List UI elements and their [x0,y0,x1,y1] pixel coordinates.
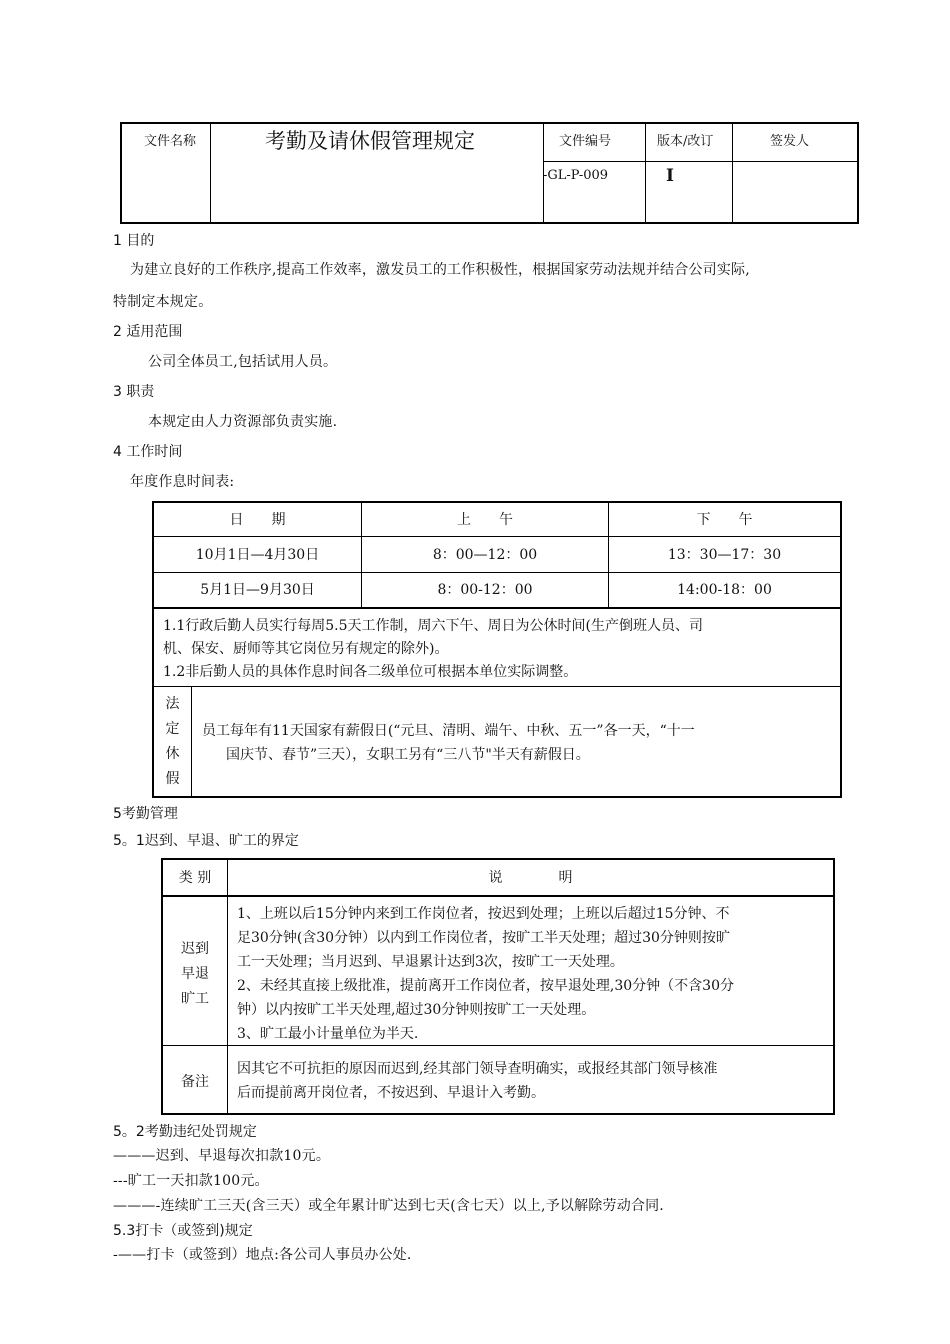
section-5-title: 5考勤管理 [113,806,178,822]
header-divider [210,124,211,222]
header-divider [732,124,733,222]
schedule-header-morning: 上 午 [457,512,513,528]
holiday-label-char: 假 [165,771,180,787]
table-rule [163,895,833,897]
holiday-label-char: 定 [165,721,180,737]
description-line: 钟）以内按旷工半天处理,超过30分钟则按旷工一天处理。 [237,1002,596,1018]
attendance-header-category: 类 别 [178,870,212,886]
penalty-line-3: ———-连续旷工三天(含三天）或全年累计旷达到七天(含七天）以上,予以解除劳动合同. [113,1198,664,1214]
section-3-title: 3 职责 [113,384,155,400]
schedule-row-1-afternoon: 13：30—17：30 [667,547,782,563]
section-4-intro: 年度作息时间表: [130,474,235,490]
table-rule [154,536,840,537]
description-line: 1、上班以后15分钟内来到工作岗位者，按迟到处理；上班以后超过15分钟、不 [237,906,730,922]
document-header-table [120,122,859,224]
category-remark: 备注 [181,1074,209,1090]
work-schedule-table [152,501,842,798]
schedule-header-afternoon: 下 午 [696,512,753,528]
description-line: 工一天处理；当月迟到、早退累计达到3次，按旷工一天处理。 [237,954,624,970]
document-title: 考勤及请休假管理规定 [265,129,475,153]
section-1-text-line-2: 特制定本规定。 [113,294,213,310]
section-5-3-title: 5.3打卡（或签到)规定 [113,1223,253,1239]
header-divider [543,161,857,162]
category-absent: 旷工 [181,991,209,1007]
holiday-label-char: 法 [165,696,180,712]
holiday-label-char: 休 [165,746,180,762]
attendance-header-description: 说 明 [488,870,573,886]
category-leave-early: 早退 [181,966,209,982]
category-late: 迟到 [181,941,209,957]
description-line: 足30分钟(含30分钟）以内到工作岗位者，按旷工半天处理；超过30分钟则按旷 [237,930,730,946]
description-line: 2、未经其直接上级批准，提前离开工作岗位者，按早退处理,30分钟（不含30分 [237,978,734,994]
section-4-title: 4 工作时间 [113,444,183,460]
schedule-note-1-line-2: 机、保安、厨师等其它岗位另有规定的除外)。 [163,641,449,657]
penalty-line-1: ———迟到、早退每次扣款10元。 [113,1148,331,1164]
file-number-value: -GL-P-009 [543,168,609,183]
attendance-definition-table [161,858,835,1115]
holiday-text-line-1: 员工每年有11天国家有薪假日(“元旦、清明、端午、中秋、五一”各一天，“十一 [202,723,695,739]
schedule-note-1-line-1: 1.1行政后勤人员实行每周5.5天工作制，周六下午、周日为公休时间(生产倒班人员、司 [163,618,703,634]
clock-in-line-1: -——打卡（或签到）地点:各公司人事员办公处. [113,1247,412,1263]
section-3-text: 本规定由人力资源部负责实施. [148,414,338,430]
schedule-note-2: 1.2非后勤人员的具体作息时间各二级单位可根据本单位实际调整。 [163,664,578,680]
table-rule [191,686,192,796]
table-rule [163,1045,833,1046]
schedule-row-1-morning: 8：00—12：00 [432,547,538,563]
file-name-label: 文件名称 [144,134,197,149]
schedule-row-1-date: 10月1日—4月30日 [195,547,320,563]
penalty-line-2: ---旷工一天扣款100元。 [113,1173,269,1189]
table-rule [154,686,840,687]
section-2-title: 2 适用范围 [113,324,183,340]
description-line: 3、旷工最小计量单位为半天. [237,1026,419,1042]
remark-line: 后而提前离开岗位者，不按迟到、早退计入考勤。 [237,1085,545,1101]
holiday-text-line-2: 国庆节、春节”三天），女职工另有“三八节"半天有薪假日。 [226,747,590,763]
section-2-text: 公司全体员工,包括试用人员。 [148,354,338,370]
table-rule [154,572,840,573]
issuer-label: 签发人 [770,134,810,149]
version-value: I [666,166,674,186]
schedule-row-2-date: 5月1日—9月30日 [200,582,315,598]
section-1-text-line-1: 为建立良好的工作秩序,提高工作效率，激发员工的工作积极性，根据国家劳动法规并结合公司实际, [130,262,750,278]
version-label: 版本/改订 [657,134,714,149]
section-5-2-title: 5。2考勤违纪处罚规定 [113,1124,257,1140]
section-5-1-title: 5。1迟到、早退、旷工的界定 [113,833,299,849]
section-1-title: 1 目的 [113,233,155,249]
file-number-label: 文件编号 [559,134,612,149]
schedule-row-2-afternoon: 14:00-18：00 [677,582,772,598]
remark-line: 因其它不可抗拒的原因而迟到,经其部门领导查明确实，或报经其部门领导核准 [237,1061,718,1077]
schedule-header-date: 日 期 [229,512,286,528]
table-rule [154,607,840,609]
table-rule [227,860,228,1113]
schedule-row-2-morning: 8：00-12：00 [437,582,533,598]
header-divider [645,124,646,222]
